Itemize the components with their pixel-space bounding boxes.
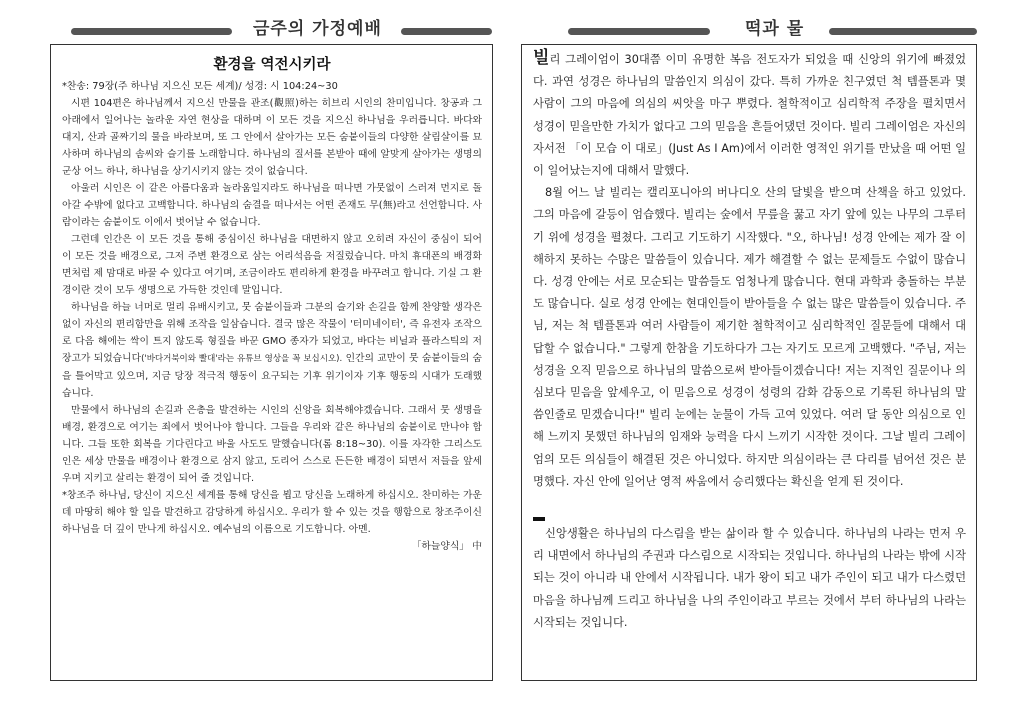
right-header-bar-right [829, 28, 977, 35]
story-paragraph-1 [533, 47, 966, 182]
paragraph-4-cont: 인간의 교만이 뭇 숨붙이들의 숨을 틀어막고 있으며, 지금 당장 적극적 행동이 요구되는 기후 위기이자 기후 행동의 시대가 도래했습니다. [62, 353, 482, 399]
left-header-title: 금주의 가정예배 [253, 19, 382, 39]
paragraph-4-note: ('바다거북이와 빨대'라는 유튜브 영상을 꼭 보십시오). [141, 354, 343, 364]
paragraph-3: 그런데 인간은 이 모든 것을 통해 중심이신 하나님을 대면하지 않고 오히려 자신이 중심이 되어 이 모든 것을 배경으로, 그저 주변 환경으로 삼는 어리석음을 저질렀습니다. 마치 휴대폰의 배경화면처럼 제 맘대로 바꿀 수 있다고 여기며, 조금이라도 편리하게 환경을 바꾸려고 합니다. 기실 그 환경이란 것이 모두 생명으로 가득한 것인데 말입니다. [62, 234, 482, 296]
right-header-bar-left [568, 28, 710, 35]
paragraph-4 [62, 299, 482, 402]
prayer: *창조주 하나님, 당신이 지으신 세계를 통해 당신을 뵙고 당신을 노래하게 하십시오. 찬미하는 가운데 마땅히 해야 할 일을 발견하고 감당하게 하십시오. 우리가 할 수 있는 것을 행함으로 창조주이신 하나님을 더 깊이 만나게 하십시오. 예수님의 이름으로 기도합니다. 아멘. [62, 490, 482, 535]
source-attribution: 「하늘양식」 中 [411, 541, 482, 552]
hymn-scripture-info: *찬송: 79장(주 하나님 지으신 모든 세계)/ 성경: 시 104:24~30 [62, 81, 338, 92]
left-header-bar-left [71, 28, 232, 35]
drop-cap: 빌 [533, 48, 550, 68]
paragraph-1: 시편 104편은 하나님께서 지으신 만물을 관조(觀照)하는 히브리 시인의 찬미입니다. 창공과 그 아래에서 일어나는 놀라운 자연 현상을 대하며 이 모든 것을 지으신 하나님을 우러릅니다. 바다와 대지, 산과 골짜기의 물을 바라보며, 또 그 안에서 살아가는 모든 숨붙이들의 다양한 살림살이를 묘사하며 하나님의 솜씨와 슬기를 노래합니다. 하나님의 질서를 본받아 때에 알맞게 살아가는 생명의 군상 어느 하나, 하나님을 상기시키지 않는 것이 없습니다. [62, 98, 482, 177]
story-paragraph-2: 8월 어느 날 빌리는 캘리포니아의 버나디오 산의 달빛을 받으며 산책을 하고 있었다. 그의 마음에 갈등이 엄습했다. 빌리는 숲에서 무릎을 꿇고 자기 앞에 있는 나무의 그루터기 위에 성경을 펼쳤다. 그리고 기도하기 시작했다. "오, 하나님! 성경 안에는 제가 잘 이해하지 못하는 수많은 말씀들이 있습니다. 제가 해결할 수 없는 문제들도 수없이 많습니다. 성경 안에는 서로 모순되는 말씀들도 엄청나게 많습니다. 현대 과학과 충돌하는 부분도 많습니다. 실로 성경 안에는 현대인들이 받아들을 수 없는 많은 말씀들이 있습니다. 주님, 저는 척 템플톤과 여러 사람들이 제기한 철학적이고 심리학적인 질문들에 대해서 대답할 수 없습니다." 그렇게 한참을 기도하다가 그는 자기도 모르게 고백했다. "주님, 저는 성경을 오직 믿음으로 하나님의 말씀으로써 받아들이겠습니다! 저는 지적인 질문이나 의심보다 믿음을 앞세우고, 이 믿음으로 성경이 성령의 감화 감동으로 기록된 하나님의 말씀인줄로 믿겠습니다!" 빌리 눈에는 눈물이 가득 고여 있었다. 여러 달 동안 의심으로 인해 느끼지 못했던 하나님의 임재와 능력을 다시 느끼기 시작한 것이다. 그날 빌리 그레이엄의 모든 의심들이 해결된 것은 아니었다. 하지만 의심이라는 큰 다리를 넘어선 것은 분명했다. 자신 안에 일어난 영적 싸움에서 승리했다는 확신을 얻게 된 것이다. [533, 186, 966, 488]
story-paragraph-1-text: 리 그레이엄이 30대쯤 이미 유명한 복음 전도자가 되었을 때 신앙의 위기에 빠졌었다. 과연 성경은 하나님의 말씀인지 의심이 갔다. 특히 가까운 친구였던 척 템플톤과 몇 사람이 그의 마음에 의심의 씨앗을 마구 뿌렸다. 철학적이고 심리학적 주장을 펼치면서 성경이 믿을만한 가치가 없다고 그의 믿음을 흔들어댔던 것이다. 빌리 그레이엄은 자신의 자서전 「이 모습 이 대로」(Just As I Am)에서 이러한 영적인 위기를 만났을 때 어떤 일이 일어났는지에 대해서 말했다. [533, 53, 966, 178]
article-title: 환경을 역전시키라 [213, 57, 331, 73]
paragraph-5: 만물에서 하나님의 손길과 은총을 발견하는 시인의 신앙을 회복해야겠습니다. 그래서 뭇 생명을 배경, 환경으로 여기는 죄에서 벗어나야 합니다. 그들을 우리와 같은 하나님의 숨붙이로 만나야 합니다. 그들 또한 회복을 기다린다고 바울 사도도 말했습니다(롬 8:18~30). 이를 자각한 그리스도인은 세상 만물을 배경이나 환경으로 삼지 않고, 도리어 스스로 든든한 배경이 되면서 저들을 앞세우며 지키고 살리는 환경이 되어 줄 것입니다. [62, 405, 482, 484]
paragraph-4-text: 하나님을 하늘 너머로 멀리 유배시키고, 뭇 숨붙이들과 그분의 슬기와 손길을 함께 찬양할 생각은 없이 자신의 편리함만을 위해 조작을 일삼습니다. 결국 많은 작물이 '터미네이터', 즉 유전자 조작으로 다음 해에는 싹이 트지 않도록 형질을 바꾼 GMO 종자가 되었고, 바다는 비닐과 플라스틱의 저장고가 되었습니다 [62, 302, 482, 364]
paragraph-2: 아울러 시인은 이 같은 아름다움과 놀라움일지라도 하나님을 떠나면 가뭇없이 스러져 먼지로 돌아갈 수밖에 없다고 고백합니다. 하나님의 숨결을 떠나서는 어떤 존재도 무(無)라고 선언합니다. 사람이라는 숨붙이도 이에서 벗어날 수 없습니다. [62, 183, 482, 228]
left-article-panel [50, 44, 493, 681]
right-header-title: 떡과 물 [745, 19, 805, 39]
left-header-bar-right [401, 28, 492, 35]
section-divider-mark [533, 517, 545, 521]
right-article-panel [521, 44, 977, 681]
reflection-paragraph: 신앙생활은 하나님의 다스림을 받는 삶이라 할 수 있습니다. 하나님의 나라는 먼저 우리 내면에서 하나님의 주권과 다스림으로 시작되는 것입니다. 하나님의 나라는 밖에 시작되는 것이 아니라 내 안에서 시작됩니다. 내가 왕이 되고 내가 주인이 되고 내가 다스렸던 마음을 하나님께 드리고 하나님을 나의 주인이라고 부르는 것에서 부터 하나님의 나라는 시작되는 것입니다. [533, 527, 966, 629]
